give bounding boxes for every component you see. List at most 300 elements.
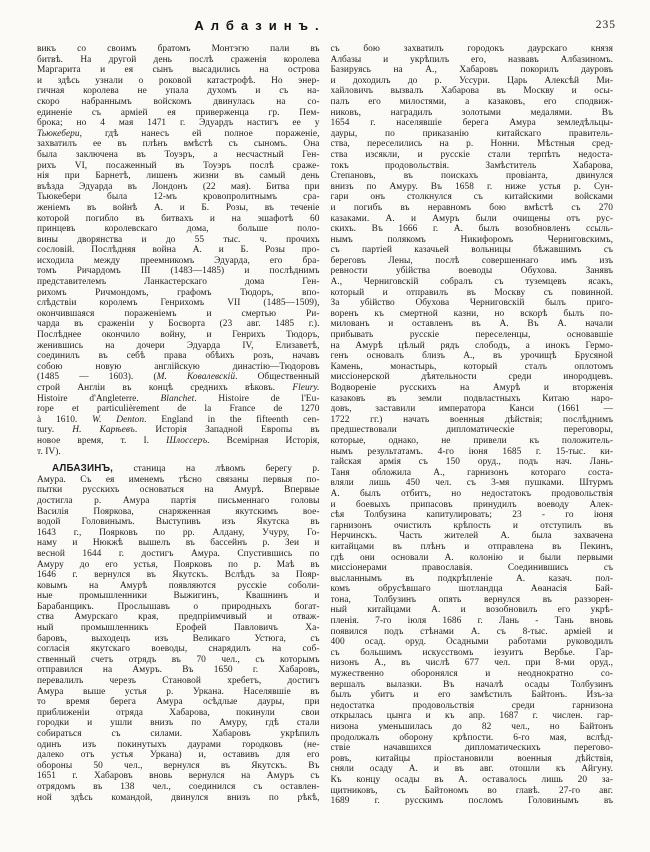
body-text: rope et particulièrement de la France de 1270 bbox=[37, 404, 320, 415]
body-text: казаковъ въ земли подвластныхъ Китаю наро- bbox=[330, 393, 613, 404]
body-text: захватилъ ее въ плѣнъ вмѣстѣ съ сыномъ. Она bbox=[37, 139, 320, 150]
text-line bbox=[37, 623, 320, 634]
body-text: Амуру до его устья, Поярковъ по р. Маѣ въ bbox=[37, 559, 320, 570]
text-line bbox=[331, 86, 614, 97]
text-line bbox=[37, 182, 320, 193]
text-line bbox=[331, 447, 614, 458]
text-line bbox=[37, 782, 320, 793]
body-text: ной здѣсь командой, двинулся внизъ по рѣкѣ, bbox=[37, 792, 320, 803]
text-line bbox=[331, 648, 614, 659]
body-text: чарда въ сраженіи у Босворта (23 авг. 1485 г.). bbox=[37, 319, 320, 330]
text-line bbox=[37, 475, 320, 486]
body-text: низонъ А., въ числѣ 677 чел. при 8-ми оруд., bbox=[330, 658, 613, 669]
text-line bbox=[331, 76, 614, 87]
text-line bbox=[37, 404, 320, 415]
text-line bbox=[37, 761, 320, 772]
text-line bbox=[331, 616, 614, 627]
text-line bbox=[37, 464, 320, 475]
text-line bbox=[37, 192, 320, 203]
text-line bbox=[331, 722, 614, 733]
body-text: томъ Ричардомъ III (1483—1485) и послѣднимъ bbox=[37, 266, 320, 277]
body-text: миссіонерами православія. Соединившись съ bbox=[330, 563, 613, 574]
body-text: 400 осад. оруд. Осадными работами руководилъ bbox=[330, 637, 613, 648]
text-line bbox=[331, 150, 614, 161]
text-line bbox=[331, 55, 614, 66]
text-line bbox=[331, 796, 614, 807]
body-text: вершалъ вылазки. Въ началѣ осады Толбузинъ bbox=[330, 679, 613, 690]
text-line bbox=[331, 394, 614, 405]
text-line bbox=[331, 542, 614, 553]
body-text: вляли лишь 450 чел. съ 3-мя пушками. Штурмъ bbox=[330, 478, 613, 489]
body-text: скоро набраннымъ войскомъ двинулась на со- bbox=[37, 96, 320, 107]
body-text: соединилъ въ себѣ права обѣихъ розъ, начавъ bbox=[37, 351, 320, 362]
text-line bbox=[331, 595, 614, 606]
text-line bbox=[331, 754, 614, 765]
body-text: , гдѣ нанесъ ей полное пораженіе, bbox=[79, 128, 320, 139]
body-text: Барабанщикъ. Прослышавъ о природныхъ богат- bbox=[37, 601, 320, 612]
text-line bbox=[37, 718, 320, 729]
text-line bbox=[37, 139, 320, 150]
text-line bbox=[331, 680, 614, 691]
text-line bbox=[331, 690, 614, 701]
body-text: . Исторія Западной Европы въ bbox=[134, 425, 320, 436]
text-line bbox=[37, 436, 320, 447]
body-text: на Амурѣ цѣлый рядъ слободъ, а инокъ Гермо- bbox=[330, 340, 613, 351]
italic-text: Blanchet bbox=[160, 393, 195, 404]
body-text: Таня обложила А., гарнизонъ котораго соста- bbox=[330, 467, 613, 478]
body-text: 1646 г. вернулся въ Якутскъ. Вслѣдъ за Пояр- bbox=[37, 570, 320, 581]
body-text: Histoire d'Angleterre. bbox=[37, 393, 161, 404]
text-line bbox=[331, 521, 614, 532]
body-text: станица на лѣвомъ берегу р. bbox=[113, 464, 320, 475]
text-line bbox=[37, 245, 320, 256]
body-text: 1689 г. русскимъ посломъ Головинымъ въ bbox=[330, 796, 613, 807]
text-line bbox=[37, 665, 320, 676]
body-text: Базируясь на А., Хабаровъ покорилъ дауровъ bbox=[330, 65, 613, 76]
body-text: Къ концу осады въ А. оставалось лишь 20 за- bbox=[330, 774, 613, 785]
text-line bbox=[331, 108, 614, 119]
text-line bbox=[37, 581, 320, 592]
body-text: (1485 — 1603). ( bbox=[37, 372, 157, 383]
body-text: ревности убійства воеводы Обухова. Занявъ bbox=[330, 266, 613, 277]
text-line bbox=[331, 584, 614, 595]
text-line bbox=[331, 256, 614, 267]
text-line bbox=[37, 277, 320, 288]
text-line bbox=[37, 203, 320, 214]
body-text: гари онъ столкнулся съ китайскими войсками bbox=[330, 192, 613, 203]
text-line bbox=[331, 129, 614, 140]
text-line bbox=[37, 266, 320, 277]
body-text: ственный счетъ отрядъ въ 70 чел., съ которымъ bbox=[37, 654, 320, 665]
body-text: то время берега Амура осѣдлые дауры, при bbox=[37, 697, 320, 708]
text-line bbox=[331, 309, 614, 320]
text-line bbox=[331, 288, 614, 299]
text-line bbox=[331, 553, 614, 564]
body-text: собираться съ силами. Хабаровъ укрѣпилъ bbox=[37, 729, 320, 739]
body-text: Нерчинскъ. Часть жителей А. была захвачена bbox=[330, 531, 613, 542]
body-text: наму и Нюкжѣ вышелъ въ бассейнъ р. Зеи и bbox=[37, 538, 320, 549]
text-line bbox=[37, 560, 320, 571]
body-text: 1654 г. населявшіе берега Амура земледѣльцы- bbox=[330, 118, 613, 129]
text-line bbox=[37, 538, 320, 549]
body-text: ный промышленникъ Ерофей Павловичъ Ха- bbox=[37, 623, 320, 634]
body-text: и погибъ въ неравномъ бою вмѣстѣ съ 270 bbox=[330, 202, 613, 213]
body-text: весной 1644 г. достигъ Амура. Спустившись по bbox=[37, 548, 320, 559]
body-text: принцевъ королевскаго дома, больше поло- bbox=[37, 224, 320, 235]
body-text: которой погибло въ битвахъ и на эшафотѣ 60 bbox=[37, 213, 320, 224]
text-line bbox=[37, 485, 320, 496]
body-text: нымъ полякомъ Никифоромъ Черниговскимъ, bbox=[330, 234, 613, 245]
body-text: генъ основалъ близъ А., въ урочищѣ Брусяной bbox=[330, 351, 613, 362]
text-line bbox=[37, 602, 320, 613]
body-text: прибывать русскіе переселенцы, основавшіе bbox=[330, 330, 613, 341]
text-line bbox=[37, 528, 320, 539]
text-line bbox=[37, 676, 320, 687]
text-line bbox=[331, 425, 614, 436]
body-text: 1722 гг.) начать военныя дѣйствія; послѣднимъ bbox=[330, 414, 613, 425]
text-line bbox=[37, 771, 320, 782]
text-line bbox=[37, 655, 320, 666]
text-line bbox=[37, 383, 320, 394]
text-line bbox=[331, 510, 614, 521]
text-line bbox=[37, 288, 320, 299]
text-line bbox=[37, 150, 320, 161]
body-text: Амура. Съ ея именемъ тѣсно связаны первыя по- bbox=[37, 474, 320, 485]
body-text: . England in the fifteenth cen- bbox=[144, 414, 320, 425]
text-line bbox=[331, 457, 614, 468]
text-line bbox=[331, 711, 614, 722]
body-text: . Всемірная Исторія, bbox=[207, 435, 320, 446]
body-text: Маргарита и ея сынъ высадились на острова bbox=[37, 65, 320, 76]
body-text: строй Англіи въ концѣ среднихъ вѣковъ. bbox=[37, 383, 293, 393]
body-text: отправился на Амуръ. Въ 1650 г. Хабаровъ, bbox=[37, 665, 320, 676]
text-line bbox=[37, 76, 320, 87]
body-text: въѣзда Эдуарда въ Лондонъ (22 мая). Битва при bbox=[37, 181, 320, 192]
body-text: воренъ къ смертной казни, но вскорѣ былъ по- bbox=[330, 308, 613, 319]
body-text: тона, Толбузинъ опять вернулся въ раззорен- bbox=[330, 594, 613, 605]
text-line bbox=[331, 97, 614, 108]
body-text: представителемъ Ланкастерскаго дома Ген- bbox=[37, 277, 320, 288]
body-text: пленія. 7-го іюля 1686 г. Лань - Тань вновь bbox=[330, 616, 613, 627]
body-text: и доходилъ до р. Уссури. Царь Алексѣй Ми- bbox=[330, 75, 613, 86]
text-line bbox=[331, 658, 614, 669]
text-line bbox=[331, 563, 614, 574]
text-line bbox=[37, 97, 320, 108]
text-line bbox=[37, 65, 320, 76]
body-text: казаками. А. и Амуръ были очищены отъ рус- bbox=[330, 213, 613, 224]
body-text: высланнымъ въ подкрѣпленіе А. казач. пол- bbox=[330, 573, 613, 584]
text-line bbox=[331, 786, 614, 797]
body-text: А., Черниговскій собралъ съ туземцевъ ясакъ, bbox=[330, 277, 613, 288]
text-line bbox=[331, 245, 614, 256]
body-text: битвѣ. На другой день послѣ сраженія королева bbox=[37, 54, 320, 65]
body-text: обороны 50 чел., вернулся въ Якутскъ. Въ bbox=[37, 760, 320, 771]
text-line bbox=[331, 468, 614, 479]
text-line bbox=[331, 415, 614, 426]
text-line bbox=[331, 214, 614, 225]
body-text: приближеніи отряда Хабарова, покинули свои bbox=[37, 707, 320, 718]
text-line bbox=[331, 362, 614, 373]
body-text: хайловичъ вызвалъ Хабарова въ Москву и осы- bbox=[330, 86, 613, 97]
running-title: Албазинъ. bbox=[194, 18, 326, 33]
body-text: сняли осаду А. и въ авг. отошли къ Айгуну. bbox=[330, 764, 613, 775]
body-text: скихъ. Въ 1666 г. А. былъ возобновленъ ссыль- bbox=[330, 224, 613, 235]
text-line bbox=[331, 775, 614, 786]
text-line bbox=[37, 687, 320, 698]
body-text: т. IV). bbox=[37, 446, 61, 457]
body-text: которые, однако, не привели къ положитель- bbox=[330, 435, 613, 446]
text-line bbox=[37, 129, 320, 140]
body-text: который и отправилъ въ Москву съ повинной. bbox=[330, 287, 613, 298]
headword: АЛБАЗИНЪ, bbox=[52, 464, 114, 475]
body-text: 1651 г. Хабаровъ вновь вернулся на Амуръ съ bbox=[37, 771, 320, 782]
body-text: ный китайцами А. и возобновилъ его укрѣ- bbox=[330, 605, 613, 616]
body-text: гдѣ они основали А. колонію и были первыми bbox=[330, 552, 613, 563]
italic-text: W. Denton bbox=[92, 414, 145, 425]
body-text: предшествовали дипломатическіе переговоры, bbox=[330, 425, 613, 436]
body-text: береговъ Лены, послѣ совершеннаго имъ изъ bbox=[330, 255, 613, 266]
body-text: миссіонерской дѣятельности среди инородцевъ. bbox=[330, 372, 613, 383]
text-line bbox=[331, 637, 614, 648]
text-line bbox=[37, 351, 320, 362]
body-text: tury. bbox=[37, 425, 73, 436]
text-line bbox=[37, 740, 320, 751]
text-line bbox=[331, 436, 614, 447]
text-line bbox=[37, 612, 320, 623]
body-text: милованъ и оставленъ въ А. Въ А. начали bbox=[330, 319, 613, 330]
text-line bbox=[37, 570, 320, 581]
body-text: Послѣднее окончило войну, и Генрихъ Тюдоръ, bbox=[37, 330, 320, 341]
body-text: сѣя Толбузина капитулировать; 23 - го іюня bbox=[330, 510, 613, 521]
body-text: брока; но 4 мая 1471 г. Эдуардъ настигъ ее у bbox=[37, 118, 320, 129]
text-line bbox=[331, 235, 614, 246]
text-line bbox=[37, 161, 320, 172]
text-line bbox=[331, 574, 614, 585]
body-text: согласія якутскаго воеводы, снарядилъ на соб- bbox=[37, 644, 320, 655]
body-text: мужественно оборонялся и неоднократно со- bbox=[330, 669, 613, 680]
text-line bbox=[331, 669, 614, 680]
text-line bbox=[37, 415, 320, 426]
body-text: токъ продовольствія. Замѣститель Хабарова, bbox=[330, 160, 613, 171]
text-line bbox=[37, 507, 320, 518]
text-line bbox=[37, 708, 320, 719]
text-line bbox=[37, 171, 320, 182]
text-line bbox=[331, 372, 614, 383]
text-line bbox=[331, 171, 614, 182]
body-text: А. былъ отбитъ, но недостатокъ продовольствія bbox=[330, 488, 613, 499]
body-text: ствіе начавшихся дипломатическихъ перегово- bbox=[330, 743, 613, 754]
text-line bbox=[331, 298, 614, 309]
text-line bbox=[331, 500, 614, 511]
body-text: Амура выше устья р. Уркана. Населявшіе въ bbox=[37, 686, 320, 697]
text-line bbox=[37, 549, 320, 560]
body-text: китайцами въ плѣнъ и отправлена въ Пекинъ, bbox=[330, 541, 613, 552]
body-text: . Histoire de l'Eu- bbox=[194, 393, 320, 404]
page-number: 235 bbox=[595, 19, 616, 31]
text-line bbox=[331, 489, 614, 500]
body-text: одинъ изъ покинутыхъ даурами городковъ (не- bbox=[37, 739, 320, 750]
text-line bbox=[37, 697, 320, 708]
text-line bbox=[37, 86, 320, 97]
body-text: тайская армія съ 150 оруд., подъ нач. Лань- bbox=[330, 457, 613, 468]
body-text: новое время, т. I. bbox=[37, 435, 167, 446]
right-column bbox=[331, 44, 614, 807]
body-text: ные промышленники Выжигинъ, Квашнинъ и bbox=[37, 591, 320, 602]
body-text: перевалилъ черезъ Становой хребетъ, достигъ bbox=[37, 676, 320, 687]
body-text: недостатка продовольствія среди гарнизона bbox=[330, 700, 613, 711]
text-line bbox=[331, 224, 614, 235]
body-text: водой Головинымъ. Выступивъ изъ Якутска въ bbox=[37, 517, 320, 528]
text-line bbox=[331, 203, 614, 214]
text-line bbox=[37, 372, 320, 383]
body-text: Камень, монастырь, который сталъ оплотомъ bbox=[330, 361, 613, 372]
body-text: нымъ результатамъ. 4-го іюня 1685 г. 15-тыс. ки- bbox=[330, 446, 613, 457]
body-text: гарнизонъ очистилъ крѣпость и отступилъ въ bbox=[330, 520, 613, 531]
text-line bbox=[331, 478, 614, 489]
body-text: Водвореніе русскихъ на Амурѣ и вторженія bbox=[330, 383, 613, 393]
body-text: внизъ по Амуру. Въ 1658 г. ниже устья р. Сун- bbox=[330, 181, 613, 192]
text-line bbox=[37, 118, 320, 129]
body-text: комъ обрусѣвшаго шотландца Аѳанасія Бай- bbox=[330, 584, 613, 595]
body-text: съ партіей казачьей вольницы бѣжавшимъ съ bbox=[330, 245, 613, 256]
left-column bbox=[37, 44, 320, 807]
body-text: сословій. Послѣдняя война А. и Б. Розы про- bbox=[37, 245, 320, 256]
body-text: ровъ, китайцы пріостановили военныя дѣйствія, bbox=[330, 753, 613, 764]
text-line bbox=[37, 362, 320, 373]
text-line bbox=[331, 319, 614, 330]
body-text: Тьюкебери была 12-мъ кровопролитнымъ сра- bbox=[37, 192, 320, 203]
body-text: дауры, по приказанію китайскаго правитель- bbox=[330, 128, 613, 139]
body-text: ства изсякли, и русскіе стали терпѣть недоста- bbox=[330, 149, 613, 160]
body-text: щитниковъ, съ Байтономъ во главѣ. 27-го авг. bbox=[330, 785, 613, 796]
text-line bbox=[331, 330, 614, 341]
body-text: 1643 г., Поярковъ по рр. Алдану, Учуру, Го- bbox=[37, 527, 320, 538]
text-line bbox=[331, 44, 614, 55]
text-line bbox=[37, 394, 320, 405]
body-text: ства Амурскаго края, предпріимчивый и отваж- bbox=[37, 612, 320, 623]
text-line bbox=[37, 108, 320, 119]
body-text: городки и ушли внизъ по Амуру, гдѣ стали bbox=[37, 718, 320, 729]
text-line bbox=[37, 750, 320, 761]
text-line bbox=[331, 383, 614, 394]
body-text: нія при Барнетѣ, лишенъ жизни въ самый день bbox=[37, 171, 320, 182]
text-line bbox=[37, 644, 320, 655]
text-line bbox=[331, 182, 614, 193]
italic-text: Fleury. bbox=[292, 383, 320, 393]
body-text: съ большимъ искусствомъ іезуитъ Вербье. Гар- bbox=[330, 647, 613, 658]
text-line bbox=[331, 764, 614, 775]
text-line bbox=[331, 404, 614, 415]
body-text: женившись на дочери Эдуарда IV, Елизаветѣ, bbox=[37, 340, 320, 351]
body-text: гичная королева не упала духомъ и съ на- bbox=[37, 86, 320, 97]
body-text: вины дворянства и до 55 тыс. ч. прочихъ bbox=[37, 234, 320, 245]
text-line bbox=[37, 425, 320, 436]
body-text: рихомъ Ричмондомъ, графомъ Тюдоръ, впо- bbox=[37, 287, 320, 298]
text-line bbox=[331, 65, 614, 76]
text-line bbox=[331, 266, 614, 277]
body-text: палъ его милостями, а казаковъ, его сподвиж- bbox=[330, 96, 613, 107]
text-line bbox=[331, 139, 614, 150]
body-text: Степановъ, въ поискахъ провіанта, двинулся bbox=[330, 171, 613, 182]
text-line bbox=[37, 44, 320, 55]
text-line bbox=[37, 591, 320, 602]
text-line bbox=[331, 161, 614, 172]
text-line bbox=[331, 701, 614, 712]
text-line bbox=[331, 743, 614, 754]
italic-text: М. Ковалевскій bbox=[156, 372, 236, 383]
body-text: За убійство Обухова Черниговскій былъ приго- bbox=[330, 298, 613, 309]
text-line bbox=[37, 319, 320, 330]
body-text: была заключена въ Тоуэръ, а несчастный Ген- bbox=[37, 149, 320, 160]
body-text: ства, переселились на р. Нонни. Мѣстныя сред- bbox=[330, 139, 613, 150]
body-text: открылась цынга и къ апр. 1687 г. числен. гар- bbox=[330, 711, 613, 722]
body-text: далеко отъ устья Уркана) и, оставивъ для его bbox=[37, 750, 320, 761]
body-text: довъ, заставили императора Канси (1661 — bbox=[330, 404, 613, 415]
body-text: достигла р. Амура партія письменнаго головы bbox=[37, 495, 320, 506]
text-line bbox=[331, 531, 614, 542]
body-text: викъ со своимъ братомъ Монтэгю пали въ bbox=[37, 44, 320, 54]
text-line bbox=[37, 341, 320, 352]
italic-text: Тьюкебери bbox=[37, 128, 80, 139]
text-line bbox=[331, 192, 614, 203]
body-text: женіемъ въ войнѣ А. и Б. Розы, въ теченіе bbox=[37, 202, 320, 213]
body-text: появился подъ стѣнами А. съ 8-тыс. арміей и bbox=[330, 626, 613, 637]
text-line bbox=[37, 256, 320, 267]
body-text: рихъ VI, посаженный въ Тоуэръ послѣ сраже- bbox=[37, 160, 320, 171]
text-line bbox=[37, 729, 320, 740]
body-text: исходила между преемникомъ Эдуарда, его бра- bbox=[37, 255, 320, 266]
text-line bbox=[331, 605, 614, 616]
body-text: ковымъ на Амурѣ появляются русскіе соболи- bbox=[37, 580, 320, 591]
text-line bbox=[37, 496, 320, 507]
text-line bbox=[331, 277, 614, 288]
body-text: былъ убитъ и его замѣстилъ Байтонъ. Изъ-за bbox=[330, 690, 613, 701]
text-line bbox=[331, 351, 614, 362]
text-line bbox=[37, 214, 320, 225]
text-line bbox=[37, 330, 320, 341]
text-line bbox=[37, 447, 320, 458]
text-line bbox=[37, 517, 320, 528]
italic-text: Шлоссеръ bbox=[166, 435, 208, 446]
text-line bbox=[37, 309, 320, 320]
text-line bbox=[37, 235, 320, 246]
body-text: съ бою захватилъ городокъ даурскаго князя bbox=[330, 44, 613, 54]
text-line bbox=[331, 627, 614, 638]
text-line bbox=[331, 118, 614, 129]
body-text: единеніе съ арміей ея приверженца гр. Пем- bbox=[37, 107, 320, 118]
body-text: собою новую англійскую династію—Тюдоровъ bbox=[37, 361, 320, 372]
text-line bbox=[331, 341, 614, 352]
text-line bbox=[37, 55, 320, 66]
body-text: . Общественный bbox=[235, 372, 320, 383]
body-text: баровъ, выходецъ изъ Великаго Устюга, съ bbox=[37, 633, 320, 644]
text-line bbox=[37, 298, 320, 309]
text-line bbox=[37, 224, 320, 235]
text-line bbox=[37, 793, 320, 804]
page-header bbox=[0, 0, 650, 44]
body-text: окончившаяся пораженіемъ и смертью Ри- bbox=[37, 308, 320, 319]
body-text: и боевыхъ припасовъ принудилъ воеводу Алек- bbox=[330, 499, 613, 510]
text-line bbox=[37, 634, 320, 645]
body-text: никовъ, наградилъ золотыми медалями. Въ bbox=[330, 107, 613, 118]
body-text: слѣдствіи королемъ Генрихомъ VII (1485—1509), bbox=[37, 298, 320, 309]
body-text: продолжалъ оборону крѣпости. 6-го мая, вслѣд- bbox=[330, 732, 613, 743]
body-text: пытки русскихъ основаться на Амурѣ. Впервые bbox=[37, 485, 320, 496]
body-text: Албазы и укрѣпилъ его, назвавъ Албазиномъ. bbox=[330, 54, 613, 65]
text-line bbox=[331, 733, 614, 744]
text-columns bbox=[0, 44, 650, 807]
body-text: Василія Пояркова, снаряженная якутскимъ вое- bbox=[37, 506, 320, 517]
